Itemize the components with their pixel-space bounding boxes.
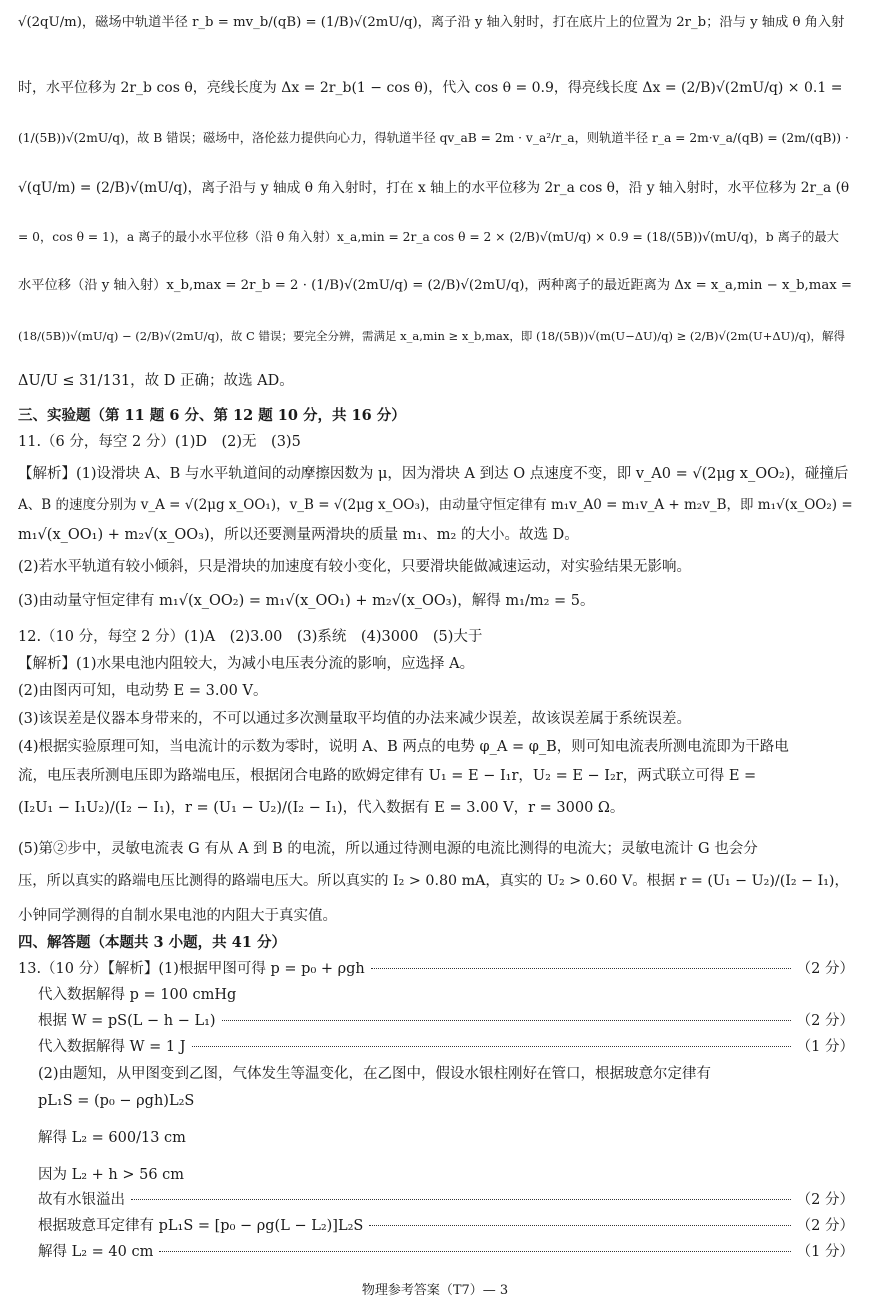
text-line: √(2qU/m)，磁场中轨道半径 r_b = mv_b/(qB) = (1/B)√(2mU/q)，离子沿 y 轴入射时，打在底片上的位置为 2r_b；沿与 y 轴成 θ 角入射 — [18, 15, 845, 30]
text-line: 【解析】(1)水果电池内阻较大，为减小电压表分流的影响，应选择 A。 — [18, 656, 475, 672]
scored-line-text: 代入数据解得 W = 1 J — [38, 1039, 186, 1055]
scored-line-text: 13.（10 分）【解析】(1)根据甲图可得 p = p₀ + ρgh — [18, 961, 365, 977]
text-line: (2)由题知，从甲图变到乙图，气体发生等温变化，在乙图中，假设水银柱刚好在管口，根据玻意尔定律有 — [38, 1066, 712, 1082]
scored-line — [38, 1215, 854, 1237]
leader-dots — [131, 1199, 791, 1200]
score-label: （2 分） — [796, 1218, 854, 1234]
leader-dots — [369, 1225, 790, 1226]
section-heading-solutions: 四、解答题（本题共 3 小题，共 41 分） — [18, 934, 286, 951]
scored-line-text: 根据 W = pS(L − h − L₁) — [38, 1013, 216, 1029]
text-line: 解得 L₂ = 600/13 cm — [38, 1130, 186, 1146]
text-line: (2)若水平轨道有较小倾斜，只是滑块的加速度有较小变化，只要滑块能做减速运动，对实验结果无影响。 — [18, 559, 692, 575]
text-line: (3)由动量守恒定律有 m₁√(x_OO₂) = m₁√(x_OO₁) + m₂√(x_OO₃)，解得 m₁/m₂ = 5。 — [18, 593, 595, 609]
text-line: (18/(5B))√(mU/q) − (2/B)√(2mU/q)，故 C 错误；要完全分辨，需满足 x_a,min ≥ x_b,max，即 (18/(5B))√(m(U−ΔU)/q) ≥ (2/B)√(2m(U+ΔU)/q)，解得 — [18, 329, 846, 343]
leader-dots — [222, 1020, 791, 1021]
text-line: ΔU/U ≤ 31/131，故 D 正确；故选 AD。 — [18, 373, 294, 389]
text-line: (4)根据实验原理可知，当电流计的示数为零时，说明 A、B 两点的电势 φ_A = φ_B，则可知电流表所测电流即为干路电 — [18, 739, 789, 755]
text-line: (I₂U₁ − I₁U₂)/(I₂ − I₁)，r = (U₁ − U₂)/(I₂ − I₁)，代入数据有 E = 3.00 V，r = 3000 Ω。 — [18, 800, 625, 816]
leader-dots — [192, 1046, 791, 1047]
scored-line — [38, 1241, 854, 1263]
text-line: 时，水平位移为 2r_b cos θ，亮线长度为 Δx = 2r_b(1 − cos θ)，代入 cos θ = 0.9，得亮线长度 Δx = (2/B)√(2mU/q) × 0.1 = — [18, 80, 843, 96]
question-11-answers: 11.（6 分，每空 2 分）(1)D (2)无 (3)5 — [18, 434, 301, 450]
score-label: （2 分） — [796, 1192, 854, 1208]
question-12-answers: 12.（10 分，每空 2 分）(1)A (2)3.00 (3)系统 (4)3000 (5)大于 — [18, 629, 483, 645]
scored-line — [18, 958, 854, 980]
text-line: A、B 的速度分别为 v_A = √(2μg x_OO₁)，v_B = √(2μg x_OO₃)，由动量守恒定律有 m₁v_A0 = m₁v_A + m₂v_B，即 m₁√(x_OO₂) = — [18, 497, 853, 513]
scored-line-text: 根据玻意耳定律有 pL₁S = [p₀ − ρg(L − L₂)]L₂S — [38, 1218, 364, 1234]
text-line: (5)第②步中，灵敏电流表 G 有从 A 到 B 的电流，所以通过待测电源的电流比测得的电流大；灵敏电流计 G 也会分 — [18, 841, 758, 857]
text-line: (2)由图丙可知，电动势 E = 3.00 V。 — [18, 683, 268, 699]
text-line: 流，电压表所测电压即为路端电压，根据闭合电路的欧姆定律有 U₁ = E − I₁r，U₂ = E − I₂r，两式联立可得 E = — [18, 768, 757, 784]
scored-line — [38, 1036, 854, 1058]
text-line: 压，所以真实的路端电压比测得的路端电压大。所以真实的 I₂ > 0.80 mA，真实的 U₂ > 0.60 V。根据 r = (U₁ − U₂)/(I₂ − I₁)， — [18, 873, 849, 889]
text-line: 因为 L₂ + h > 56 cm — [38, 1167, 185, 1183]
scored-line — [38, 1189, 854, 1211]
score-label: （1 分） — [796, 1244, 854, 1260]
text-line: m₁√(x_OO₁) + m₂√(x_OO₃)，所以还要测量两滑块的质量 m₁、m₂ 的大小。故选 D。 — [18, 527, 579, 543]
section-heading-experiments: 三、实验题（第 11 题 6 分、第 12 题 10 分，共 16 分） — [18, 407, 406, 424]
text-line: (1/(5B))√(2mU/q)，故 B 错误；磁场中，洛伦兹力提供向心力，得轨道半径 qv_aB = 2m · v_a²/r_a，则轨道半径 r_a = 2m·v_a/(qB) = (2m/(qB)) · — [18, 131, 849, 145]
leader-dots — [371, 968, 791, 969]
score-label: （2 分） — [796, 961, 854, 977]
text-line: 【解析】(1)设滑块 A、B 与水平轨道间的动摩擦因数为 μ，因为滑块 A 到达 O 点速度不变，即 v_A0 = √(2μg x_OO₂)，碰撞后 — [18, 466, 849, 482]
score-label: （1 分） — [796, 1039, 854, 1055]
text-line: 水平位移（沿 y 轴入射）x_b,max = 2r_b = 2 · (1/B)√(2mU/q) = (2/B)√(2mU/q)，两种离子的最近距离为 Δx = x_a,min − x_b,max = — [18, 278, 853, 293]
scored-line-text: 解得 L₂ = 40 cm — [38, 1244, 154, 1260]
text-line: 代入数据解得 p = 100 cmHg — [38, 987, 237, 1003]
text-line: pL₁S = (p₀ − ρgh)L₂S — [38, 1093, 195, 1109]
text-line: (3)该误差是仪器本身带来的，不可以通过多次测量取平均值的办法来减少误差，故该误差属于系统误差。 — [18, 711, 692, 727]
leader-dots — [159, 1251, 790, 1252]
page-footer: 物理参考答案（T7）— 3 — [361, 1283, 509, 1298]
scored-line-text: 故有水银溢出 — [38, 1192, 125, 1208]
score-label: （2 分） — [796, 1013, 854, 1029]
text-line: √(qU/m) = (2/B)√(mU/q)，离子沿与 y 轴成 θ 角入射时，打在 x 轴上的水平位移为 2r_a cos θ，沿 y 轴入射时，水平位移为 2r_a (θ — [18, 180, 850, 196]
scored-line — [38, 1010, 854, 1032]
text-line: = 0，cos θ = 1)，a 离子的最小水平位移（沿 θ 角入射）x_a,min = 2r_a cos θ = 2 × (2/B)√(mU/q) × 0.9 = (18/(5B))√(mU/q)，b 离子的最大 — [18, 230, 839, 244]
text-line: 小钟同学测得的自制水果电池的内阻大于真实值。 — [18, 908, 337, 924]
